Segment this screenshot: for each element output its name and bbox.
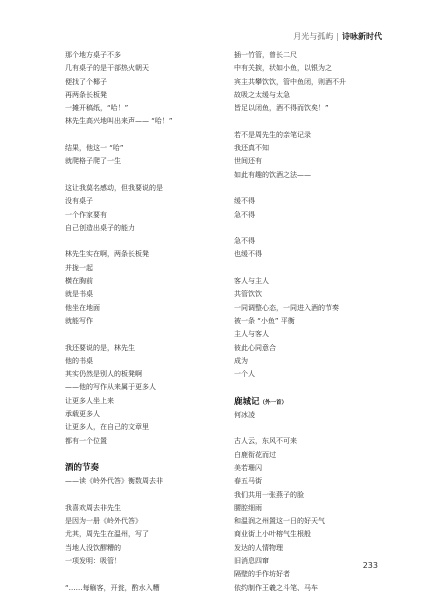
poem-line: 急不得 bbox=[234, 237, 255, 246]
poem-line: 也缓不得 bbox=[234, 250, 262, 259]
poem-line: 若不是周先生的亲笔记录 bbox=[234, 130, 311, 139]
poem-line: 就爬格子爬了一生 bbox=[65, 157, 121, 166]
column-name: 月光与孤屿 bbox=[293, 32, 334, 41]
poem-line: 几有桌子的是干部热火朝天 bbox=[65, 64, 149, 73]
poem-line bbox=[234, 115, 384, 128]
poem-line: 其实仍然是别人的板凳啊 bbox=[65, 370, 142, 379]
poem-line: 一项发明：吸管！ bbox=[65, 556, 121, 565]
poem-line: 我还真不知 bbox=[234, 144, 269, 153]
poem-line: 就能写作 bbox=[65, 316, 93, 325]
poem-line: 我还要说的是，林先生 bbox=[65, 343, 135, 352]
poem-line bbox=[65, 568, 205, 581]
header-separator: | bbox=[336, 32, 339, 41]
poem-line bbox=[65, 169, 205, 182]
poem-line: 共管饮饮 bbox=[234, 290, 262, 299]
poem-line bbox=[234, 182, 384, 195]
poem-line bbox=[65, 235, 205, 248]
poem-line: 一同调整心态，一同进入酒的节奏 bbox=[234, 303, 339, 312]
poem-line: 结果，他这一 “哈” bbox=[65, 144, 124, 153]
poem-3-title-suffix: （外一首） bbox=[259, 399, 288, 406]
poem-line: 急不得 bbox=[234, 210, 255, 219]
poem-line: 自己创造出桌子的能力 bbox=[65, 223, 135, 232]
poem-line: 白鹿衔花而过 bbox=[234, 450, 276, 459]
poem-line: 中有关捩，状如小鱼，以银为之 bbox=[234, 64, 332, 73]
poem-line: 那个地方桌子不多 bbox=[65, 51, 121, 59]
poem-line: 他的书桌 bbox=[65, 356, 93, 365]
poem-line: 发达的人情物理 bbox=[234, 543, 283, 552]
left-column bbox=[65, 49, 205, 595]
poem-2-body-continued bbox=[234, 49, 384, 381]
poem-line: 古人云，东风不可来 bbox=[234, 437, 297, 446]
poem-line: 尤其，周先生在温州，写了 bbox=[65, 530, 149, 539]
poem-line: 如此有趣的饮酒之法—— bbox=[234, 170, 311, 179]
poem-3-title-text: 鹿城记 bbox=[234, 396, 260, 407]
poem-2-body bbox=[65, 502, 205, 595]
poem-line: 春五马街 bbox=[234, 477, 262, 486]
poem-line: 被一条 “小鱼” 平衡 bbox=[234, 316, 295, 325]
poem-line: 美若珊闪 bbox=[234, 463, 262, 472]
poem-line: 都有一个位置 bbox=[65, 436, 107, 445]
poem-line: 便找了个椰子 bbox=[65, 77, 107, 86]
poem-1-body bbox=[65, 49, 205, 448]
poem-line: 就是书桌 bbox=[65, 290, 93, 299]
poem-line: 商业街上小叶榕气生根般 bbox=[234, 530, 311, 539]
running-header bbox=[293, 31, 382, 42]
poem-3-title bbox=[234, 395, 384, 409]
poem-line: 宾主共攀饮饮，管中鱼闭，则酒不升 bbox=[234, 77, 346, 86]
page-number: 233 bbox=[362, 561, 378, 570]
poem-line: 当地人没饮醪糟的 bbox=[65, 543, 121, 552]
poem-line: 主人与客人 bbox=[234, 330, 269, 339]
poem-line: “……每觞客，开瓮，酌水入糟 bbox=[65, 583, 160, 592]
poem-line: 依约制作王羲之斗笔、马车 bbox=[234, 583, 318, 592]
poem-line: 隔壁的手作坊好者 bbox=[234, 570, 290, 579]
poem-line bbox=[234, 222, 384, 235]
poem-line: 他坐在地面 bbox=[65, 303, 100, 312]
poem-line: 林先生实在啊，两条长板凳 bbox=[65, 250, 149, 259]
poem-line: 一个人 bbox=[234, 370, 255, 379]
poem-line: 是因为一册《岭外代答》 bbox=[65, 517, 142, 526]
poem-line: 这让我莫名感动，但我要说的是 bbox=[65, 183, 163, 192]
poem-line: 让更多人，在自己的文章里 bbox=[65, 423, 149, 432]
poem-line: 我们共用一张燕子的脸 bbox=[234, 490, 304, 499]
poem-line: ——他的写作从来属于更多人 bbox=[65, 383, 156, 392]
poem-line: 插一竹管，曾长二尺 bbox=[234, 51, 297, 59]
poem-line bbox=[65, 328, 205, 341]
poem-line: 故吸之太缓与太急 bbox=[234, 90, 290, 99]
poem-2-title: 酒的节奏 bbox=[65, 463, 100, 474]
poem-3-body bbox=[234, 435, 384, 595]
right-column bbox=[234, 49, 384, 595]
poem-line: 我喜欢周去非先生 bbox=[65, 503, 121, 512]
poem-line: 皆足以闭鱼，酒不得而饮矣！” bbox=[234, 104, 329, 113]
section-name: 诗咏新时代 bbox=[342, 32, 382, 41]
poem-line: 腰腔细雨 bbox=[234, 503, 262, 512]
poem-line: 成为 bbox=[234, 356, 248, 365]
poem-line bbox=[234, 262, 384, 275]
poem-line: 承载更多人 bbox=[65, 410, 100, 419]
poem-2-subtitle: ——读《岭外代答》衡数周去非 bbox=[65, 477, 163, 486]
poem-line: 缓不得 bbox=[234, 197, 255, 206]
poem-line: 和温润之州置这一日的好天气 bbox=[234, 517, 325, 526]
poem-line: 客人与主人 bbox=[234, 277, 269, 286]
poem-line: 世间还有 bbox=[234, 157, 262, 166]
poem-line: 让更多人坐上来 bbox=[65, 396, 114, 405]
poem-line: 并拢一起 bbox=[65, 263, 93, 272]
poem-line: 横在胸前 bbox=[65, 277, 93, 286]
poem-line: 再两条长板凳 bbox=[65, 90, 107, 99]
poem-3-author: 何冰凌 bbox=[234, 410, 255, 419]
poem-line: 一个作家要有 bbox=[65, 210, 107, 219]
poem-line: 没有桌子 bbox=[65, 197, 93, 206]
poem-line: 一摊开稿纸，“哈！” bbox=[65, 104, 129, 113]
poem-line: 彼此心同意合 bbox=[234, 343, 276, 352]
poem-line: 林先生高兴地叫出来声—— “哈！” bbox=[65, 117, 173, 126]
poem-line bbox=[65, 129, 205, 142]
poem-line: 旧消息四窜 bbox=[234, 556, 269, 565]
